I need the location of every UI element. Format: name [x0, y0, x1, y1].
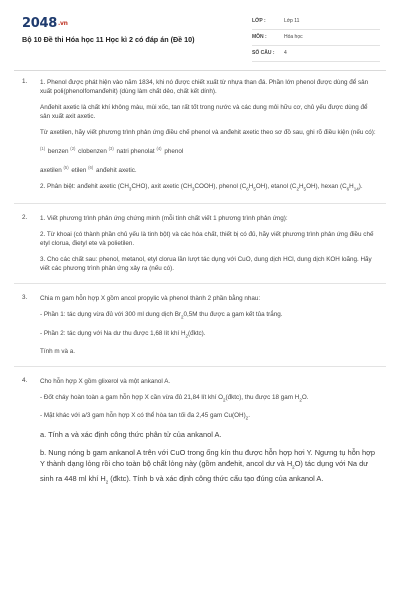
subscript: 2: [105, 479, 109, 485]
question-3: [0, 294, 400, 356]
logo-text: 2048: [22, 16, 57, 31]
substance: anđehit axetic.: [96, 167, 137, 175]
text-part: (đktc).: [188, 329, 206, 337]
substance: natri phenolat: [116, 148, 155, 156]
step-marker: (4): [156, 146, 162, 151]
meta-value: Lớp 11: [284, 18, 300, 24]
header-divider: [14, 70, 386, 71]
text-part: - Phần 2: tác dụng với Na dư thu được 1,68 lít khí H: [40, 329, 186, 337]
subscript: 6: [246, 186, 249, 192]
text-part: CHO), axit axetic (CH: [131, 183, 192, 191]
subscript: 3: [128, 186, 132, 192]
substance: clobenzen: [78, 148, 107, 156]
question-text: Cho hỗn hợp X gồm glixerol và một ankanol A.: [40, 377, 171, 385]
meta-label: MÔN :: [252, 34, 267, 40]
meta-value: 4: [284, 50, 287, 56]
subscript: 2: [245, 415, 249, 421]
site-logo[interactable]: [22, 16, 68, 31]
question-number: 1.: [22, 78, 28, 85]
text-part: H: [298, 183, 304, 191]
step-marker: (3): [108, 146, 114, 151]
subscript: 5: [303, 186, 307, 192]
exam-title: Bộ 10 Đề thi Hóa học 11 Học kì 2 có đáp án (Đề 10): [22, 35, 195, 44]
question-text: [40, 447, 376, 487]
question-text: [40, 393, 376, 404]
meta-label: SỐ CÂU :: [252, 50, 275, 56]
question-text: Tính m và a.: [40, 347, 75, 355]
text-part: b. Nung nóng b gam ankanol A trên với CuO trong ống kín thu được hỗn hợp hơi Y. Ngưng tụ hỗn hợp Y thành dạng lỏng rồi cho toàn bộ chất lỏng này (gồm anđehit, ancol dư và H: [40, 448, 376, 469]
question-separator: [14, 283, 386, 284]
question-text: 1. Phenol được phát hiện vào năm 1834, khi nó được chiết xuất từ nhựa than đá. Phần lớn phenol được dùng để sản xuất poli(phenolfomanđehit) (dùng làm chất dẻo, chất kết dính).: [40, 79, 369, 95]
step-marker: (1): [40, 146, 46, 151]
text-part: ).: [358, 183, 363, 191]
exam-meta: [252, 14, 380, 62]
substance: axetilen: [40, 167, 62, 175]
meta-row-subject: [252, 30, 380, 46]
text-part: O) tác dụng với Na dư sinh ra 448 ml khí H: [40, 459, 369, 483]
subscript: 2: [299, 397, 302, 403]
substance: benzen: [47, 148, 69, 156]
subscript: 5: [253, 186, 256, 192]
question-text: a. Tính a và xác định công thức phân tử của ankanol A.: [40, 430, 222, 440]
question-number: 3.: [22, 294, 28, 302]
question-text: [40, 329, 376, 340]
text-part: - Mặt khác với a/3 gam hỗn hợp X có thể hòa tan tối đa 2,45 gam Cu(OH): [40, 412, 246, 420]
text-part: (đktc), thu được 18 gam H: [225, 393, 300, 401]
text-part: H: [248, 183, 254, 191]
question-number: 2.: [22, 214, 28, 222]
question-text: 2. Từ khoai (có thành phần chủ yếu là tinh bột) và các hóa chất, thiết bị có đủ, hãy viết phương trình phản ứng điều chế etyl clorua, đietyl ete và polietilen.: [40, 231, 374, 248]
question-number: 4.: [22, 376, 28, 384]
question-body: [40, 294, 376, 356]
question-text: Anđehit axetic là chất khí không màu, mùi xốc, tan rất tốt trong nước và các dung môi hữu cơ, chủ yếu được dùng để sản xuất axit axetic.: [40, 104, 368, 120]
text-part: (đktc). Tính b và xác định công thức cấu tạo đúng của ankanol A.: [108, 473, 324, 483]
meta-label: LỚP :: [252, 18, 266, 24]
substance: phenol: [164, 148, 184, 156]
meta-value: Hóa học: [284, 34, 303, 40]
question-text: [40, 310, 376, 321]
question-1: [0, 78, 400, 193]
subscript: 2: [292, 464, 295, 470]
text-part: - Phần 1: tác dụng vừa đủ với 300 ml dung dịch Br: [40, 311, 182, 319]
subscript: 2: [181, 314, 184, 320]
subscript: 6: [346, 186, 350, 192]
subscript: 2: [296, 186, 299, 192]
step-marker: (6): [88, 165, 94, 171]
question-text: 3. Cho các chất sau: phenol, metanol, etyl clorua lần lượt tác dụng với CuO, dung dịch HCl, dung dịch KOH loãng. Hãy viết các phương trình phản ứng xảy ra (nếu có).: [40, 256, 372, 273]
logo-suffix: .vn: [57, 20, 68, 27]
subscript: 3: [191, 186, 195, 192]
question-list: [0, 78, 400, 497]
text-part: 0,5M thu được a gam kết tủa trắng.: [183, 311, 283, 319]
meta-row-class: [252, 14, 380, 30]
subscript: 2: [185, 332, 189, 338]
text-part: - Đốt cháy hoàn toàn a gam hỗn hợp X cần vừa đủ 21,84 lít khí O: [40, 393, 224, 401]
text-part: O.: [301, 393, 309, 401]
meta-row-count: [252, 46, 380, 62]
question-text: [40, 182, 376, 193]
reaction-scheme: [40, 144, 376, 156]
question-text: 1. Viết phương trình phản ứng chứng minh (mỗi tính chất viết 1 phương trình phản ứng):: [40, 215, 288, 223]
step-marker: (5): [63, 165, 69, 171]
text-part: OH), etanol (C: [255, 183, 297, 191]
text-part: 2. Phân biệt: anđehit axetic (CH: [40, 183, 129, 191]
text-part: COOH), phenol (C: [194, 183, 247, 191]
subscript: 2: [223, 397, 226, 403]
subscript: 14: [353, 186, 359, 192]
question-4: [0, 377, 400, 487]
text-part: OH), hexan (C: [306, 183, 347, 191]
question-separator: [14, 366, 386, 367]
text-part: .: [248, 412, 250, 420]
text-part: H: [349, 183, 354, 191]
step-marker: (2): [70, 146, 76, 151]
question-text: Chia m gam hỗn hợp X gồm ancol propylic và phenol thành 2 phần bằng nhau:: [40, 295, 261, 303]
question-body: [40, 377, 376, 487]
reaction-scheme: [40, 163, 376, 175]
question-body: [40, 78, 376, 193]
question-separator: [14, 203, 386, 204]
question-body: [40, 214, 376, 273]
substance: etilen: [71, 167, 87, 175]
question-text: Từ axetilen, hãy viết phương trình phản ứng điều chế phenol và anđehit axetic theo sơ đồ sau, ghi rõ điều kiện (nếu có):: [40, 129, 376, 136]
question-text: [40, 411, 376, 422]
page-header: [0, 0, 400, 64]
question-2: [0, 214, 400, 273]
